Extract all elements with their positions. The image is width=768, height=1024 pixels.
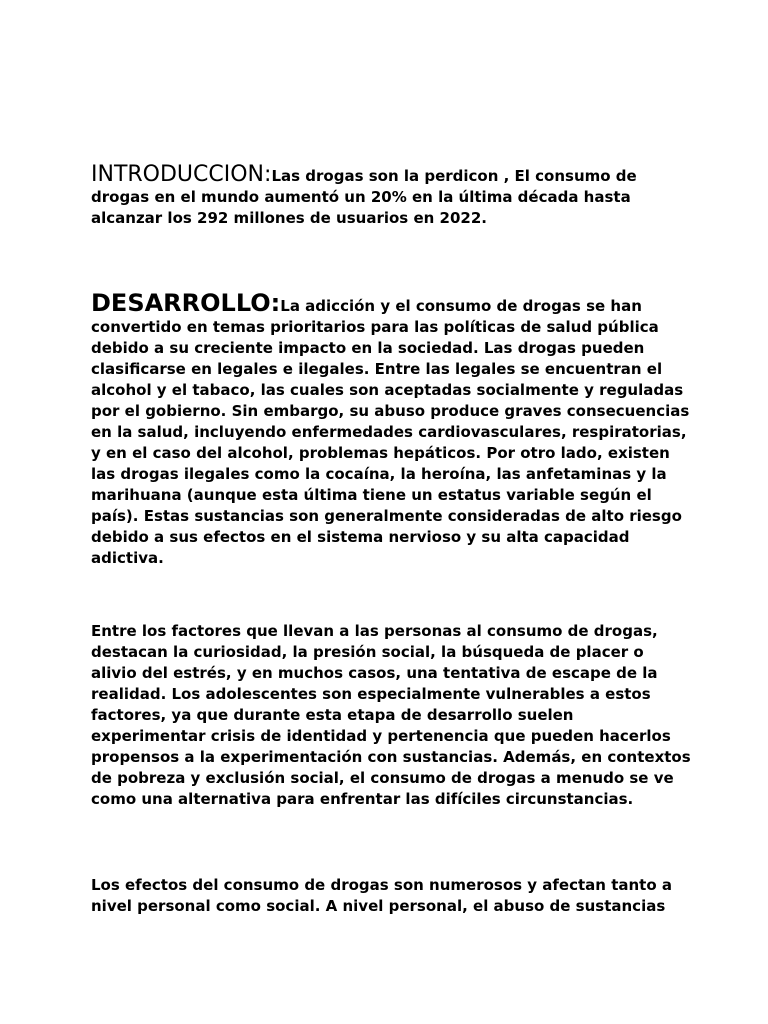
introduction-heading: INTRODUCCION: bbox=[91, 162, 272, 187]
development-heading: DESARROLLO: bbox=[91, 289, 281, 317]
development-paragraph bbox=[91, 289, 691, 569]
effects-paragraph: Los efectos del consumo de drogas son numerosos y afectan tanto a nivel personal como social. A nivel personal, el abuso de sustancias bbox=[91, 876, 672, 915]
introduction-paragraph bbox=[91, 164, 691, 229]
introduction-text: Las drogas son la perdicon , El consumo de drogas en el mundo aumentó un 20% en la última década hasta alcanzar los 292 millones de usuarios en 2022. bbox=[91, 167, 637, 227]
development-text: La adicción y el consumo de drogas se han convertido en temas prioritarios para las políticas de salud pública debido a su creciente impacto en la sociedad. Las drogas pueden clasificarse en legales e ilegales. Entre las legales se encuentran el alcohol y el tabaco, las cuales son aceptadas socialmente y reguladas por el gobierno. Sin embargo, su abuso produce graves consecuencias en la salud, incluyendo enfermedades cardiovasculares, respiratorias, y en el caso del alcohol, problemas hepáticos. Por otro lado, existen las drogas ilegales como la cocaína, la heroína, las anfetaminas y la marihuana (aunque esta última tiene un estatus variable según el país). Estas sustancias son generalmente consideradas de alto riesgo debido a sus efectos en el sistema nervioso y su alta capacidad adictiva. bbox=[91, 297, 690, 567]
factors-paragraph: Entre los factores que llevan a las personas al consumo de drogas, destacan la curiosidad, la presión social, la búsqueda de placer o alivio del estrés, y en muchos casos, una tentativa de escape de la realidad. Los adolescentes son especialmente vulnerables a estos factores, ya que durante esta etapa de desarrollo suelen experimentar crisis de identidad y pertenencia que pueden hacerlos propensos a la experimentación con sustancias. Además, en contextos de pobreza y exclusión social, el consumo de drogas a menudo se ve como una alternativa para enfrentar las difíciles circunstancias. bbox=[91, 622, 691, 808]
